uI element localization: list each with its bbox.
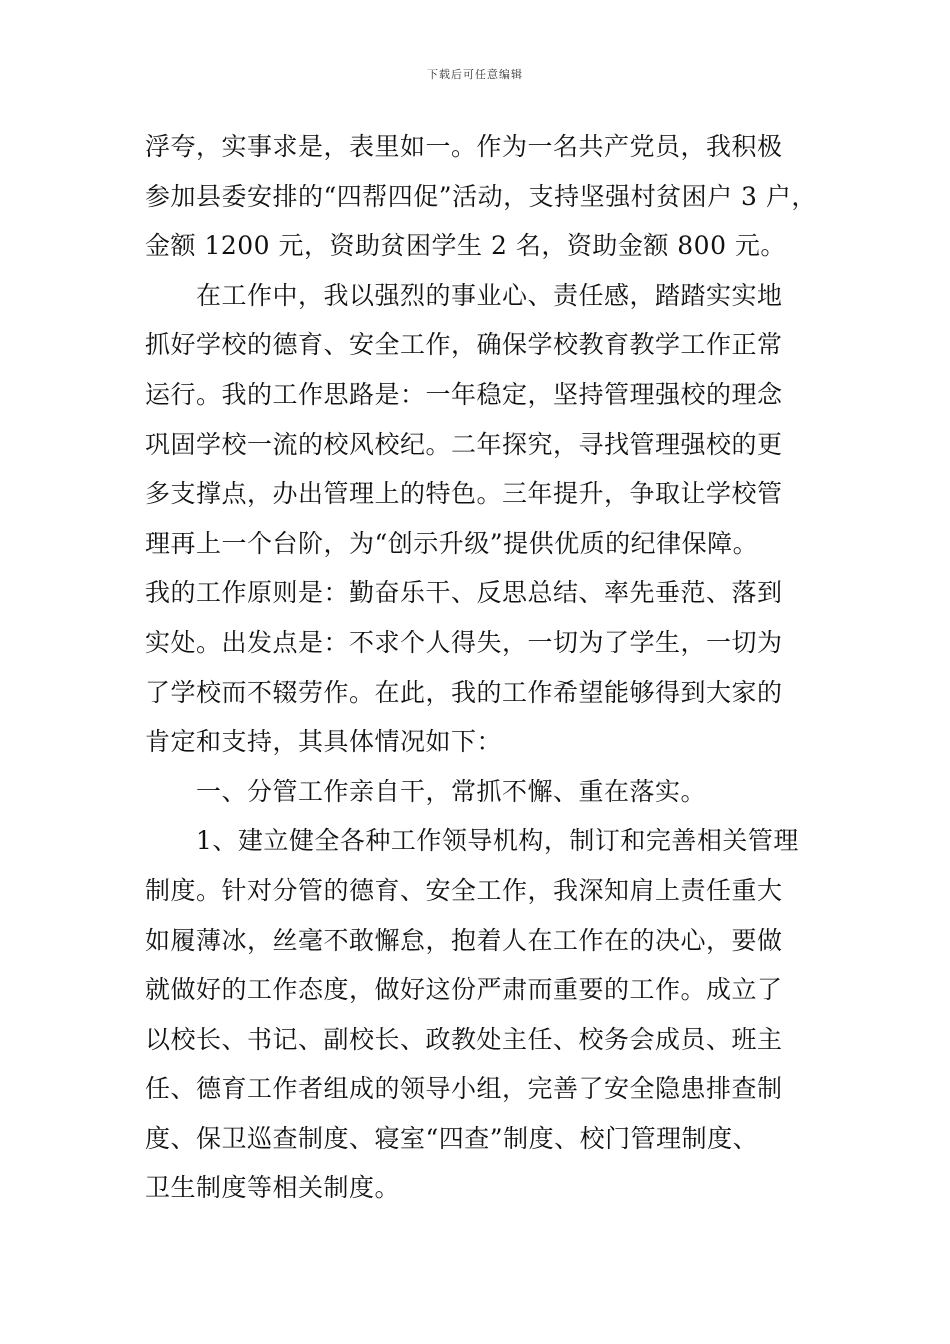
- text-line: 抓好学校的德育、安全工作，确保学校教育教学工作正常: [145, 330, 783, 360]
- text-line: 以校长、书记、副校长、政教处主任、校务会成员、班主: [145, 1024, 783, 1054]
- page-header-note: 下载后可任意编辑: [427, 68, 523, 81]
- text-line: 金额 1200 元，资助贫困学生 2 名，资助金额 800 元。: [145, 231, 786, 261]
- text-line: 巩固学校一流的校风校纪。二年探究，寻找管理强校的更: [145, 429, 783, 459]
- text-line: 实处。出发点是：不求个人得失，一切为了学生，一切为: [145, 627, 783, 657]
- paragraph: [145, 816, 815, 1213]
- text-line: 任、德育工作者组成的领导小组，完善了安全隐患排查制: [145, 1074, 783, 1104]
- text-line: 运行。我的工作思路是：一年稳定，坚持管理强校的理念: [145, 379, 783, 409]
- text-line: 就做好的工作态度，做好这份严肃而重要的工作。成立了: [145, 975, 783, 1005]
- text-line: 多支撑点，办出管理上的特色。三年提升，争取让学校管: [145, 479, 783, 509]
- text-line: 浮夸，实事求是，表里如一。作为一名共产党员，我积极: [145, 132, 783, 161]
- text-line: 如履薄冰，丝毫不敢懈怠，抱着人在工作在的决心，要做: [145, 925, 783, 955]
- text-line: 卫生制度等相关制度。: [145, 1173, 401, 1203]
- text-line: 理再上一个台阶，为“创示升级”提供优质的纪律保障。: [145, 528, 759, 558]
- document-body: [145, 122, 815, 1213]
- paragraph: [145, 122, 815, 271]
- text-line: 我的工作原则是：勤奋乐干、反思总结、率先垂范、落到: [145, 578, 783, 608]
- text-line: 在工作中，我以强烈的事业心、责任感，踏踏实实地: [196, 280, 783, 310]
- text-line: 了学校而不辍劳作。在此，我的工作希望能够得到大家的: [145, 677, 783, 707]
- text-line: 度、保卫巡查制度、寝室“四查”制度、校门管理制度、: [145, 1123, 759, 1153]
- text-line: 肯定和支持，其具体情况如下：: [145, 727, 503, 757]
- text-line: 一、分管工作亲自干，常抓不懈、重在落实。: [196, 776, 707, 806]
- section-heading: [145, 767, 815, 817]
- text-line: 1、建立健全各种工作领导机构，制订和完善相关管理: [196, 826, 799, 856]
- text-line: 制度。针对分管的德育、安全工作，我深知肩上责任重大: [145, 875, 783, 905]
- text-line: 参加县委安排的“四帮四促”活动，支持坚强村贫困户 3 户，: [145, 181, 817, 211]
- paragraph: [145, 271, 815, 767]
